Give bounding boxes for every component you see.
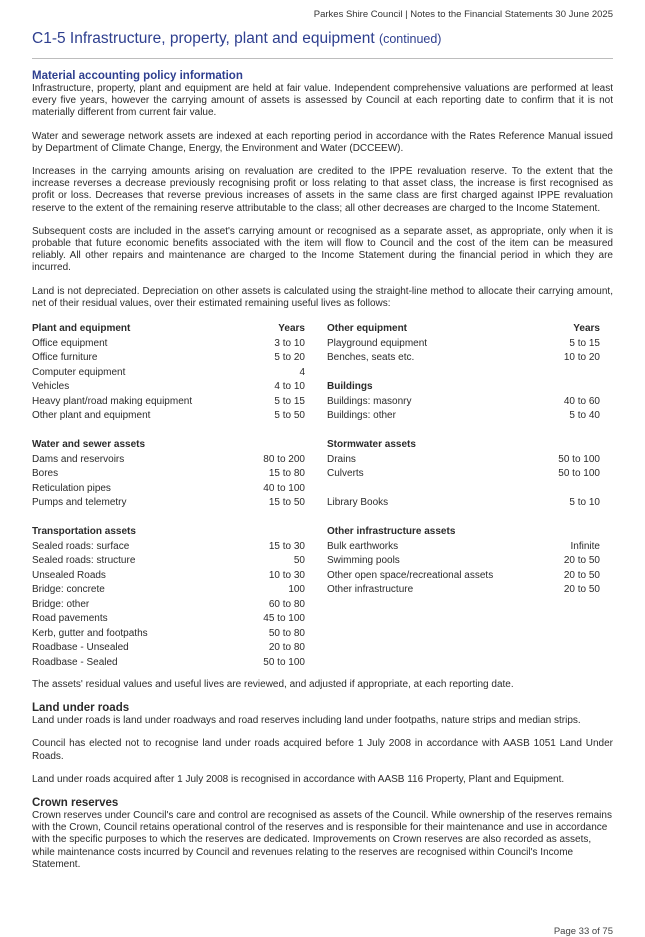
table-spacer — [32, 424, 305, 439]
policy-paragraph-3: Increases in the carrying amounts arising on revaluation are credited to the IPPE revaluation reserve. To the extent that the increase reverses a decrease previously recognising profit or loss relating to that asset class, the increase is first recognised as profit or loss. Decreases that reverse previous increases of assets in the same class are first charged against IPPE revaluation reserve to the extent of the remaining reserve attributable to the class; all other decreases are charged to the Income Statement. — [32, 166, 613, 214]
table-group-heading — [327, 380, 600, 395]
land-under-roads-paragraph-3: Land under roads acquired after 1 July 2008 is recognised in accordance with AASB 116 Property, Plant and Equipment. — [32, 773, 565, 785]
row-label: Bulk earthworks — [327, 540, 399, 552]
row-value: Years — [573, 323, 600, 335]
row-value: 5 to 10 — [569, 497, 600, 509]
row-value: 10 to 20 — [563, 352, 600, 364]
row-value: 45 to 100 — [263, 613, 305, 625]
table-row — [32, 337, 305, 352]
land-under-roads-heading: Land under roads — [32, 702, 130, 715]
table-row — [327, 583, 600, 598]
row-label: Transportation assets — [32, 526, 136, 538]
row-label: Other open space/recreational assets — [327, 569, 494, 581]
row-value: 4 — [299, 366, 305, 378]
row-label: Computer equipment — [32, 366, 126, 378]
row-label: Dams and reservoirs — [32, 453, 125, 465]
row-label: Bridge: concrete — [32, 584, 105, 596]
row-label: Sealed roads: structure — [32, 555, 136, 567]
table-row — [32, 351, 305, 366]
table-row — [32, 496, 305, 511]
table-spacer — [327, 511, 600, 526]
row-label: Road pavements — [32, 613, 108, 625]
row-label: Office furniture — [32, 352, 98, 364]
row-label: Water and sewer assets — [32, 439, 146, 451]
row-value: 20 to 50 — [563, 569, 600, 581]
table-row — [32, 598, 305, 613]
table-row — [32, 627, 305, 642]
table-row — [327, 467, 600, 482]
land-under-roads-paragraph-2: Council has elected not to recognise land under roads acquired before 1 July 2008 in accordance with AASB 1051 Land Under Roads. — [32, 738, 613, 762]
row-value: Infinite — [570, 540, 600, 552]
row-value: 15 to 30 — [268, 540, 305, 552]
row-label: Heavy plant/road making equipment — [32, 395, 193, 407]
table-row — [327, 351, 600, 366]
row-label: Benches, seats etc. — [327, 352, 415, 364]
title-main: C1-5 Infrastructure, property, plant and equipment — [32, 30, 375, 47]
row-label: Bridge: other — [32, 598, 90, 610]
table-row — [32, 395, 305, 410]
table-group-heading — [327, 525, 600, 540]
row-value: 20 to 80 — [268, 642, 305, 654]
row-value: 60 to 80 — [268, 598, 305, 610]
row-label: Kerb, gutter and footpaths — [32, 627, 148, 639]
table-spacer — [32, 511, 305, 526]
table-row — [32, 380, 305, 395]
row-label: Reticulation pipes — [32, 482, 111, 494]
row-value: Years — [278, 323, 305, 335]
land-under-roads-paragraph-1: Land under roads is land under roadways and road reserves including land under footpaths, nature strips and median strips. — [32, 715, 581, 727]
table-row — [327, 453, 600, 468]
useful-lives-tables — [32, 322, 613, 670]
table-spacer — [327, 424, 600, 439]
row-value: 3 to 10 — [274, 337, 305, 349]
row-label: Roadbase - Sealed — [32, 656, 118, 668]
table-row — [32, 656, 305, 671]
row-value: 80 to 200 — [263, 453, 305, 465]
row-label: Pumps and telemetry — [32, 497, 127, 509]
row-label: Plant and equipment — [32, 323, 131, 335]
policy-paragraph-1: Infrastructure, property, plant and equipment are held at fair value. Independent comprehensive valuations are performed at least every five years, however the carrying amount of assets is assessed by Council at each reporting date to confirm that it is not materially different from current fair value. — [32, 83, 613, 119]
row-value: 15 to 80 — [268, 468, 305, 480]
table-row — [32, 467, 305, 482]
row-label: Vehicles — [32, 381, 70, 393]
policy-paragraph-4: Subsequent costs are included in the asset's carrying amount or recognised as a separate asset, as appropriate, only when it is probable that future economic benefits associated with the item will flow to Council and the cost of the item can be measured reliably. All other repairs and maintenance are charged to the Income Statement during the financial period in which they are incurred. — [32, 225, 613, 274]
crown-reserves-paragraph: Crown reserves under Council's care and control are recognised as assets of the Council. While ownership of the reserves remains with the Crown, Council retains operational control of the reserves and is responsible for their maintenance and use in accordance with the specific purposes to which the reserves are dedicated. Improvements on Crown reserves are also recorded as assets, while maintenance costs incurred by Council and revenues relating to the reserves are recognised within Council's Income Statement. — [32, 810, 612, 870]
row-value: 50 to 80 — [268, 627, 305, 639]
row-label: Library Books — [327, 497, 389, 509]
table-group-heading — [327, 438, 600, 453]
row-label: Playground equipment — [327, 337, 428, 349]
table-group-heading — [327, 322, 600, 337]
table-row — [327, 569, 600, 584]
row-label: Culverts — [327, 468, 364, 480]
table-group-heading — [32, 322, 305, 337]
page-content — [32, 70, 613, 882]
row-label: Buildings: other — [327, 410, 396, 422]
table-row — [32, 641, 305, 656]
table-row — [32, 612, 305, 627]
table-row — [32, 409, 305, 424]
row-label: Roadbase - Unsealed — [32, 642, 129, 654]
row-value: 5 to 15 — [274, 395, 305, 407]
crown-reserves-heading: Crown reserves — [32, 797, 119, 810]
table-row — [32, 583, 305, 598]
row-label: Buildings: masonry — [327, 395, 412, 407]
page-header: Parkes Shire Council | Notes to the Financial Statements 30 June 2025 — [313, 9, 613, 20]
policy-paragraph-2: Water and sewerage network assets are indexed at each reporting period in accordance with the Rates Reference Manual issued by Department of Climate Change, Energy, the Environment and Water (DCCEEW). — [32, 130, 613, 154]
row-value: 4 to 10 — [274, 381, 305, 393]
table-group-heading — [32, 525, 305, 540]
residual-values-note: The assets' residual values and useful lives are reviewed, and adjusted if appropriate, at each reporting date. — [32, 679, 514, 691]
row-label: Other equipment — [327, 323, 408, 335]
row-label: Stormwater assets — [327, 439, 416, 451]
page-number: Page 33 of 75 — [553, 926, 613, 937]
row-value: 5 to 20 — [274, 352, 305, 364]
row-value: 20 to 50 — [563, 584, 600, 596]
useful-lives-right-table — [327, 322, 600, 670]
row-label: Other infrastructure — [327, 584, 414, 596]
row-value: 40 to 60 — [563, 395, 600, 407]
table-row — [327, 554, 600, 569]
row-value: 5 to 50 — [274, 410, 305, 422]
table-row — [327, 496, 600, 511]
table-row — [32, 366, 305, 381]
row-value: 40 to 100 — [263, 482, 305, 494]
table-row — [327, 409, 600, 424]
row-label: Other plant and equipment — [32, 410, 151, 422]
row-value: 20 to 50 — [563, 555, 600, 567]
table-row — [32, 540, 305, 555]
row-value: 100 — [288, 584, 305, 596]
table-row — [32, 482, 305, 497]
row-label: Unsealed Roads — [32, 569, 106, 581]
row-value: 50 to 100 — [558, 468, 600, 480]
row-label: Drains — [327, 453, 356, 465]
page-title — [32, 30, 613, 48]
row-label: Other infrastructure assets — [327, 526, 456, 538]
policy-paragraph-5: Land is not depreciated. Depreciation on other assets is calculated using the straight-line method to allocate their carrying amount, net of their residual values, over their estimated remaining useful lives as follows: — [32, 285, 613, 309]
row-label: Office equipment — [32, 337, 108, 349]
row-value: 5 to 15 — [569, 337, 600, 349]
table-row — [32, 569, 305, 584]
row-label: Bores — [32, 468, 59, 480]
row-value: 50 to 100 — [558, 453, 600, 465]
table-row — [327, 337, 600, 352]
row-label: Sealed roads: surface — [32, 540, 130, 552]
row-label: Swimming pools — [327, 555, 400, 567]
title-divider — [32, 58, 613, 59]
table-row — [32, 453, 305, 468]
table-spacer — [327, 366, 600, 381]
row-value: 50 to 100 — [263, 656, 305, 668]
table-spacer — [327, 482, 600, 497]
row-value: 10 to 30 — [268, 569, 305, 581]
policy-heading: Material accounting policy information — [32, 70, 243, 82]
title-continued: (continued) — [378, 32, 442, 46]
row-value: 5 to 40 — [569, 410, 600, 422]
row-value: 50 — [293, 555, 305, 567]
row-label: Buildings — [327, 381, 373, 393]
useful-lives-left-table — [32, 322, 305, 670]
table-row — [327, 540, 600, 555]
row-value: 15 to 50 — [268, 497, 305, 509]
table-row — [32, 554, 305, 569]
table-row — [327, 395, 600, 410]
table-group-heading — [32, 438, 305, 453]
